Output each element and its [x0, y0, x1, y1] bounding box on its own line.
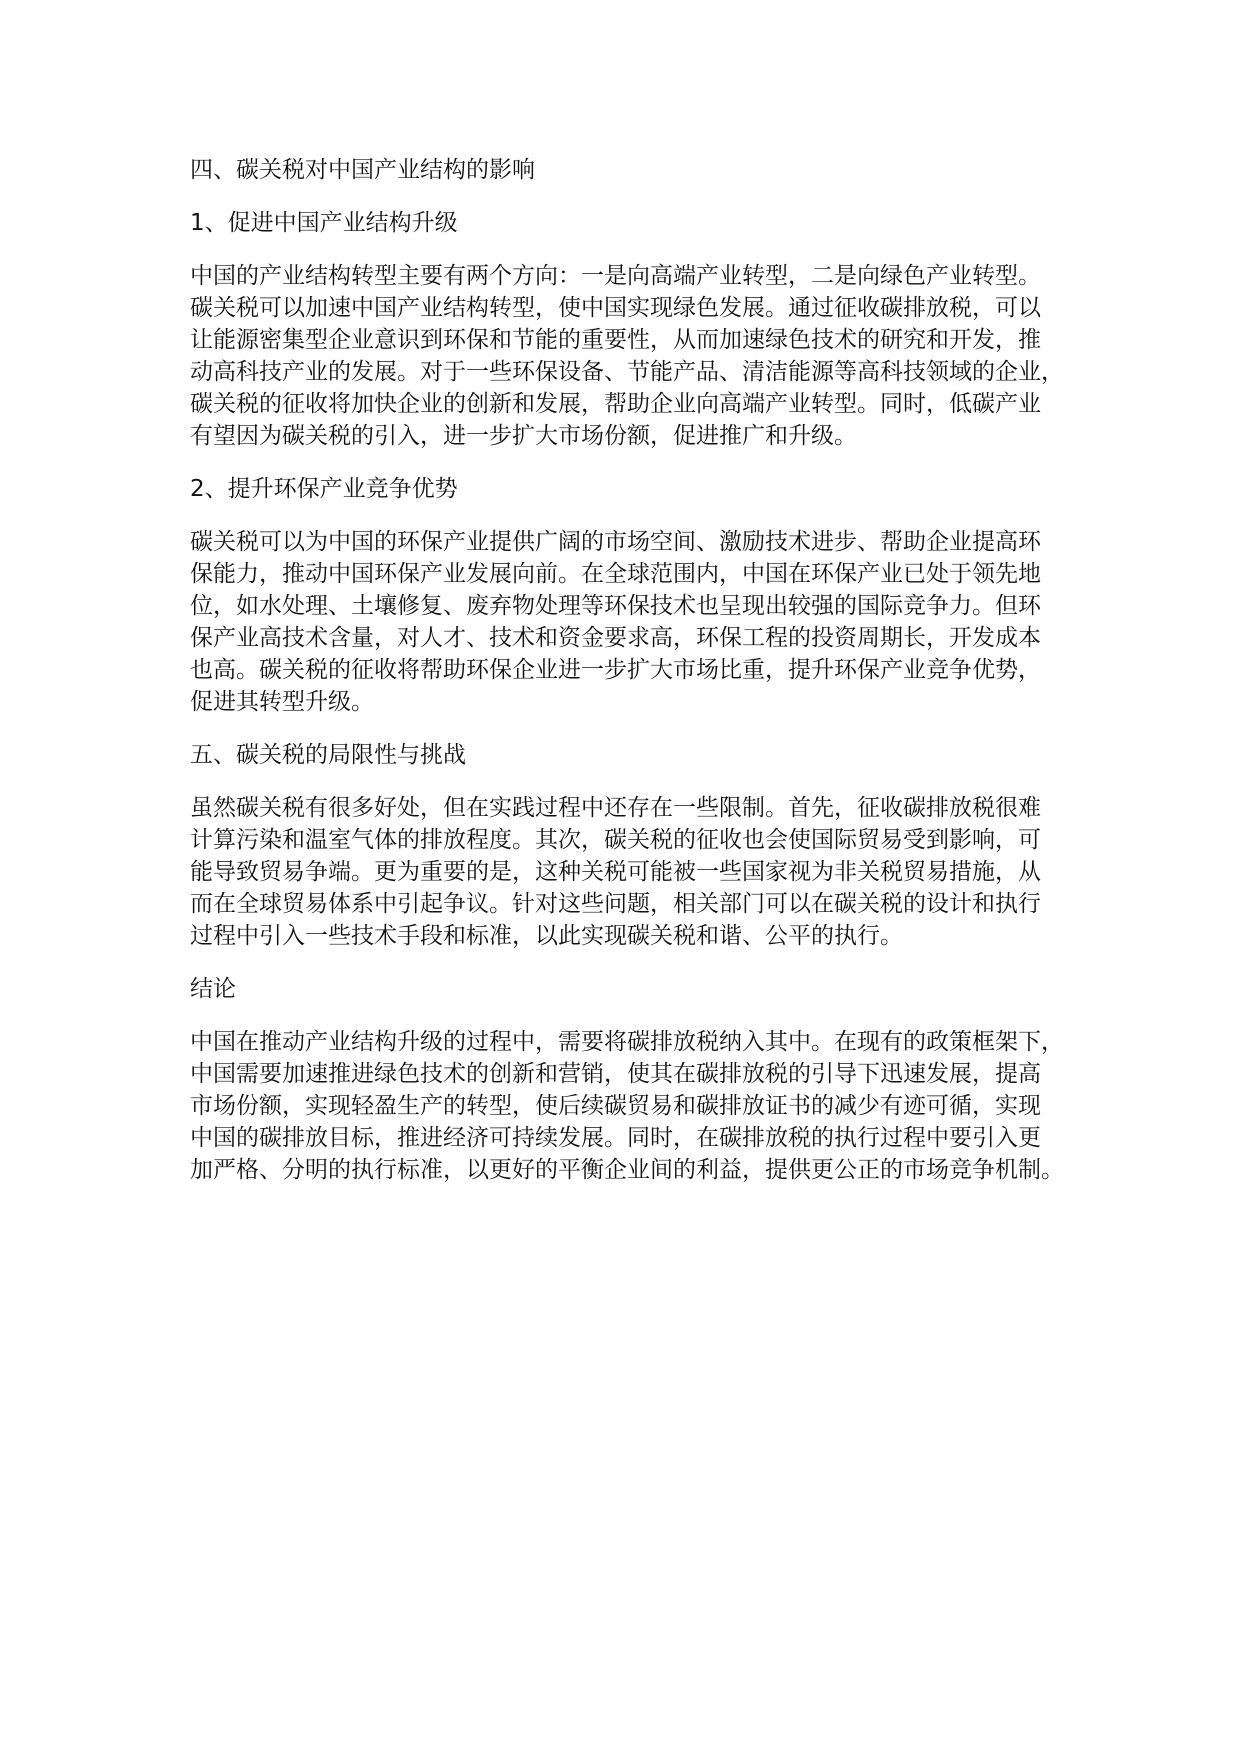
paragraph-conclusion: [190, 1026, 1090, 1186]
paragraph-line: 碳关税可以加速中国产业结构转型，使中国实现绿色发展。通过征收碳排放税，可以: [190, 295, 1041, 321]
paragraph-line: 而在全球贸易体系中引起争议。针对这些问题，相关部门可以在碳关税的设计和执行: [190, 891, 1041, 917]
paragraph-line: 保产业高技术含量，对人才、技术和资金要求高，环保工程的投资周期长，开发成本: [190, 625, 1041, 651]
paragraph-line: 中国需要加速推进绿色技术的创新和营销，使其在碳排放税的引导下迅速发展，提高: [190, 1061, 1041, 1087]
paragraph-upgrade: [190, 260, 1090, 452]
paragraph-line: 能导致贸易争端。更为重要的是，这种关税可能被一些国家视为非关税贸易措施，从: [190, 859, 1041, 885]
paragraph-line: 市场份额，实现轻盈生产的转型，使后续碳贸易和碳排放证书的减少有迹可循，实现: [190, 1093, 1041, 1119]
paragraph-line: 中国的碳排放目标，推进经济可持续发展。同时，在碳排放税的执行过程中要引入更: [190, 1125, 1041, 1151]
paragraph-line: 碳关税可以为中国的环保产业提供广阔的市场空间、激励技术进步、帮助企业提高环: [190, 529, 1041, 555]
section-heading-conclusion: 结论: [190, 976, 236, 1002]
paragraph-line: 保能力，推动中国环保产业发展向前。在全球范围内，中国在环保产业已处于领先地: [190, 561, 1041, 587]
subsection-heading-1: 1、促进中国产业结构升级: [190, 210, 458, 236]
paragraph-limitations: [190, 792, 1090, 952]
section-heading-5: 五、碳关税的局限性与挑战: [190, 742, 466, 768]
paragraph-line: 促进其转型升级。: [190, 689, 374, 715]
paragraph-line: 计算污染和温室气体的排放程度。其次，碳关税的征收也会使国际贸易受到影响，可: [190, 827, 1041, 853]
paragraph-line: 碳关税的征收将加快企业的创新和发展，帮助企业向高端产业转型。同时，低碳产业: [190, 391, 1041, 417]
paragraph-line: 中国在推动产业结构升级的过程中，需要将碳排放税纳入其中。在现有的政策框架下，: [190, 1029, 1064, 1055]
paragraph-line: 让能源密集型企业意识到环保和节能的重要性，从而加速绿色技术的研究和开发，推: [190, 327, 1041, 353]
section-heading-4: 四、碳关税对中国产业结构的影响: [190, 157, 535, 183]
paragraph-competitiveness: [190, 526, 1090, 718]
paragraph-line: 过程中引入一些技术手段和标准，以此实现碳关税和谐、公平的执行。: [190, 923, 903, 949]
paragraph-line: 虽然碳关税有很多好处，但在实践过程中还存在一些限制。首先，征收碳排放税很难: [190, 795, 1041, 821]
subsection-heading-2: 2、提升环保产业竞争优势: [190, 476, 458, 502]
paragraph-line: 位，如水处理、土壤修复、废弃物处理等环保技术也呈现出较强的国际竞争力。但环: [190, 593, 1041, 619]
paragraph-line: 有望因为碳关税的引入，进一步扩大市场份额，促进推广和升级。: [190, 423, 857, 449]
paragraph-line: 动高科技产业的发展。对于一些环保设备、节能产品、清洁能源等高科技领域的企业，: [190, 359, 1064, 385]
paragraph-line: 也高。碳关税的征收将帮助环保企业进一步扩大市场比重，提升环保产业竞争优势，: [190, 657, 1041, 683]
paragraph-line: 中国的产业结构转型主要有两个方向：一是向高端产业转型，二是向绿色产业转型。: [190, 263, 1041, 289]
paragraph-line: 加严格、分明的执行标准，以更好的平衡企业间的利益，提供更公正的市场竞争机制。: [190, 1157, 1064, 1183]
document-body: [190, 155, 1090, 1186]
